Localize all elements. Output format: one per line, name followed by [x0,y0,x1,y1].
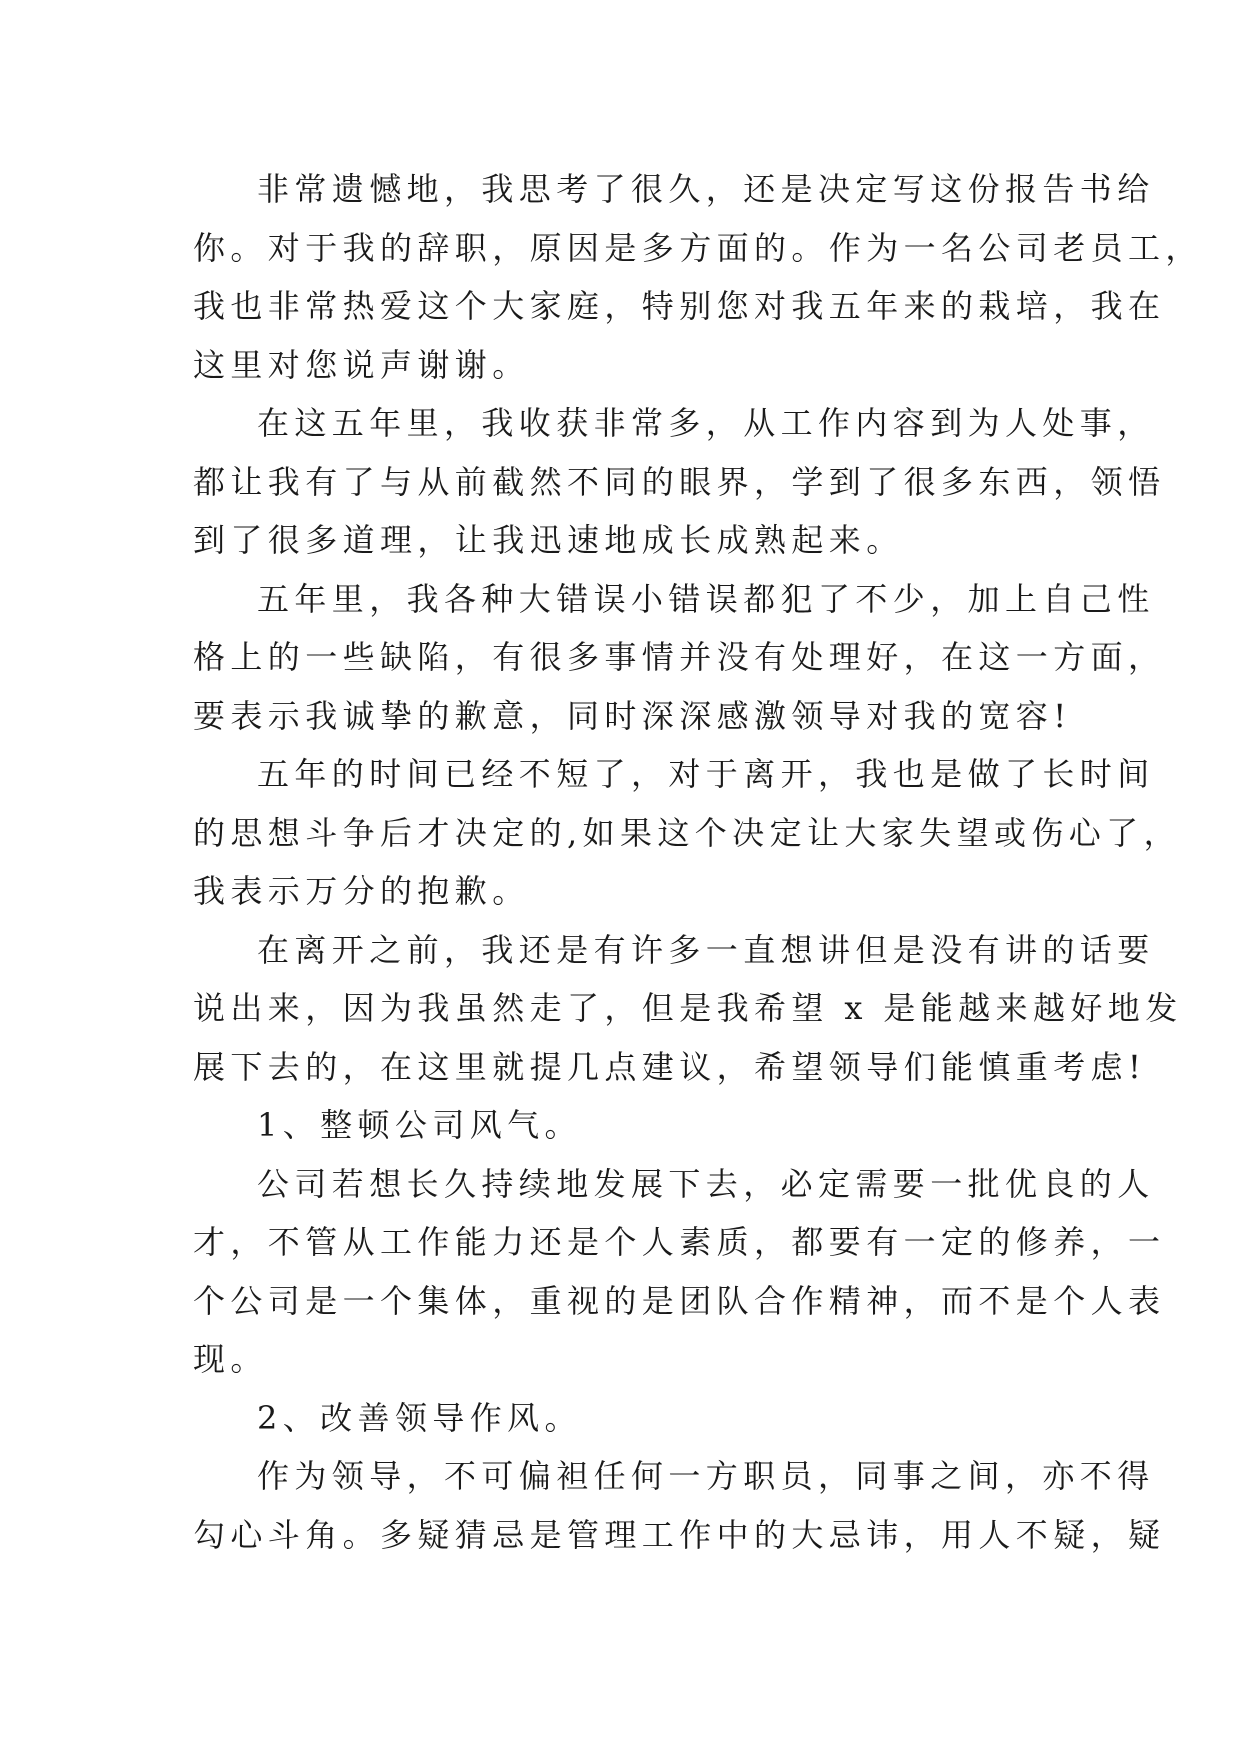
text-line: 到了很多道理，让我迅速地成长成熟起来。 [193,521,904,559]
text-line: 的思想斗争后才决定的,如果这个决定让大家失望或伤心了， [193,813,1181,852]
text-line: 现。 [193,1340,268,1378]
text-line: 五年的时间已经不短了，对于离开，我也是做了长时间 [257,755,1155,793]
paragraph-1 [193,160,1203,394]
paragraph-4 [193,745,1181,921]
text-line: 在离开之前，我还是有许多一直想讲但是没有讲的话要 [257,930,1155,969]
paragraph-6 [193,1155,1166,1389]
paragraph-5 [193,921,1183,1097]
text-line: 公司若想长久持续地发展下去，必定需要一批优良的人 [257,1164,1155,1203]
text-line: 你。对于我的辞职，原因是多方面的。作为一名公司老员工， [193,228,1203,267]
text-line: 我表示万分的抱歉。 [193,872,530,910]
text-line: 展下去的，在这里就提几点建议，希望领导们能慎重考虑! [193,1047,1147,1086]
text-line: 这里对您说声谢谢。 [193,345,530,384]
text-line: 在这五年里，我收获非常多，从工作内容到为人处事， [257,404,1155,442]
text-line: 作为领导，不可偏袒任何一方职员，同事之间，亦不得 [257,1457,1155,1495]
text-line: 格上的一些缺陷，有很多事情并没有处理好，在这一方面， [193,638,1166,676]
text-line: 2、改善领导作风。 [257,1398,582,1437]
text-line: 才，不管从工作能力还是个人素质，都要有一定的修养，一 [193,1223,1166,1261]
text-line: 要表示我诚挚的歉意，同时深深感激领导对我的宽容! [193,696,1072,735]
text-line: 非常遗憾地，我思考了很久，还是决定写这份报告书给 [257,170,1155,208]
paragraph-7 [193,1447,1166,1564]
list-item-heading-1 [193,1096,1063,1155]
document-body [193,160,1203,1564]
text-line: 五年里，我各种大错误小错误都犯了不少，加上自己性 [257,579,1155,618]
text-line: 1、整顿公司风气。 [257,1106,582,1144]
text-line: 个公司是一个集体，重视的是团队合作精神，而不是个人表 [193,1281,1166,1320]
paragraph-3 [193,570,1166,746]
list-item-heading-2 [193,1389,1063,1448]
text-line: 我也非常热爱这个大家庭，特别您对我五年来的栽培，我在 [193,287,1166,325]
text-line: 勾心斗角。多疑猜忌是管理工作中的大忌讳，用人不疑，疑 [193,1515,1166,1554]
text-line: 说出来，因为我虽然走了，但是我希望 x 是能越来越好地发 [193,989,1183,1027]
text-line: 都让我有了与从前截然不同的眼界，学到了很多东西，领悟 [193,462,1166,501]
paragraph-2 [193,394,1166,570]
